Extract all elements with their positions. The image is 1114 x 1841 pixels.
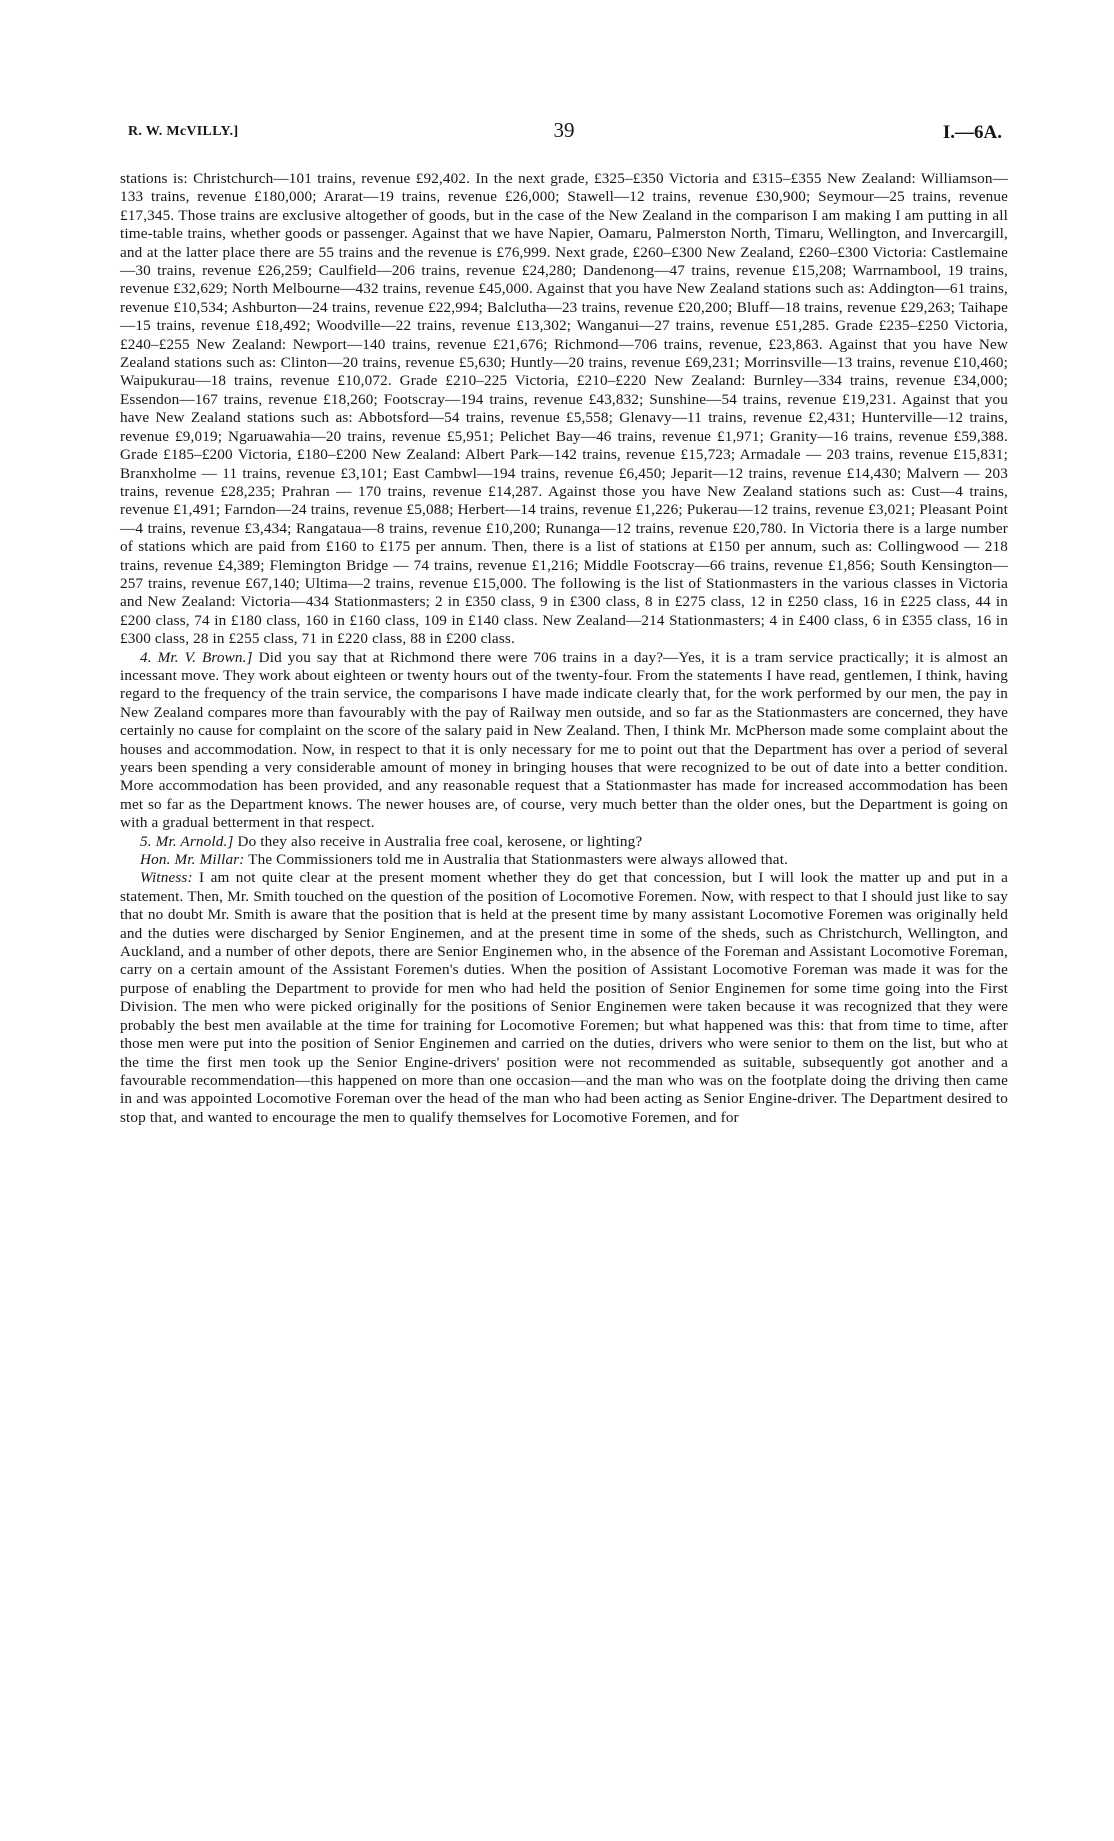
page-number: 39 <box>553 118 575 142</box>
document-reference: I.—6A. <box>942 122 1002 143</box>
paragraph-text: The Commissioners told me in Australia that Stationmasters were always allowed that. <box>244 851 789 869</box>
paragraph-4 <box>120 851 1008 869</box>
paragraph-3 <box>120 833 1008 851</box>
speaker-label: Hon. Mr. Millar: <box>140 851 245 869</box>
speaker-label: 4. Mr. V. Brown.] <box>140 648 253 666</box>
speaker-label: 5. Mr. Arnold.] <box>140 832 234 850</box>
paragraph-text: stations is: Christchurch—101 trains, revenue £92,402. In the next grade, £325–£350 Victoria and £315–£355 New Zealand: Williamson—133 trains, revenue £180,000; Ararat—19 trains, revenue £26,000; Stawell—12 trains, revenue £30,900; Seymour—25 trains, revenue £17,345. Those trains are exclusive altogether of goods, but in the case of the New Zealand in the comparison I am making I am putting in all time-table trains, whether goods or passenger. Against that we have Napier, Oamaru, Palmerston North, Timaru, Wellington, and Invercargill, and at the latter place there are 55 trains and the revenue is £76,999. Next grade, £260–£300 New Zealand, £260–£300 Victoria: Castlemaine—30 trains, revenue £26,259; Caulfield—206 trains, revenue £24,280; Dandenong—47 trains, revenue £15,208; Warrnambool, 19 trains, revenue £32,629; North Melbourne—432 trains, revenue £45,000. Against that you have New Zealand stations such as: Addington—61 trains, revenue £10,534; Ashburton—24 trains, revenue £22,994; Balclutha—23 trains, revenue £20,200; Bluff—18 trains, revenue £29,263; Taihape—15 trains, revenue £18,492; Woodville—22 trains, revenue £13,302; Wanganui—27 trains, revenue £51,285. Grade £235–£250 Victoria, £240–£255 New Zealand: Newport—140 trains, revenue £21,676; Richmond—706 trains, revenue, £23,863. Against that you have New Zealand stations such as: Clinton—20 trains, revenue £5,630; Huntly—20 trains, revenue £69,231; Morrinsville—13 trains, revenue £10,460; Waipukurau—18 trains, revenue £10,072. Grade £210–225 Victoria, £210–£220 New Zealand: Burnley—334 trains, revenue £34,000; Essendon—167 trains, revenue £18,260; Footscray—194 trains, revenue £43,832; Sunshine—54 trains, revenue £19,231. Against that you have New Zealand stations such as: Abbotsford—54 trains, revenue £5,558; Glenavy—11 trains, revenue £2,431; Hunterville—12 trains, revenue £9,019; Ngaruawahia—20 trains, revenue £5,951; Pelichet Bay—46 trains, revenue £1,971; Granity—16 trains, revenue £59,388. Grade £185–£200 Victoria, £180–£200 New Zealand: Albert Park—142 trains, revenue £15,723; Armadale — 203 trains, revenue £15,831; Branxholme — 11 trains, revenue £3,101; East Cambwl—194 trains, revenue £6,450; Jeparit—12 trains, revenue £14,430; Malvern — 203 trains, revenue £28,235; Prahran — 170 trains, revenue £14,287. Against those you have New Zealand stations such as: Cust—4 trains, revenue £1,491; Farndon—24 trains, revenue £5,088; Herbert—14 trains, revenue £1,226; Pukerau—12 trains, revenue £3,021; Pleasant Point—4 trains, revenue £3,434; Rangataua—8 trains, revenue £10,200; Runanga—12 trains, revenue £20,780. In Victoria there is a large number of stations which are paid from £160 to £175 per annum. Then, there is a list of stations at £150 per annum, such as: Collingwood — 218 trains, revenue £4,389; Flemington Bridge — 74 trains, revenue £1,216; Middle Footscray—66 trains, revenue £1,856; South Kensington—257 trains, revenue £67,140; Ultima—2 trains, revenue £15,000. The following is the list of Stationmasters in the various classes in Victoria and New Zealand: Victoria—434 Stationmasters; 2 in £350 class, 9 in £300 class, 8 in £275 class, 12 in £250 class, 16 in £225 class, 44 in £200 class, 74 in £180 class, 160 in £160 class, 109 in £140 class. New Zealand—214 Stationmasters; 4 in £400 class, 6 in £355 class, 16 in £300 class, 28 in £255 class, 71 in £220 class, 88 in £200 class. <box>120 170 1008 648</box>
speaker-label: Witness: <box>140 869 193 887</box>
paragraph-text: I am not quite clear at the present moment whether they do get that concession, but I will look the matter up and put in a statement. Then, Mr. Smith touched on the question of the position of Locomotive Foremen. Now, with respect to that I should just like to say that no doubt Mr. Smith is aware that the position that is held at the present time by many assistant Locomotive Foremen was originally held and the duties were discharged by Senior Enginemen, and at the present time in some of the sheds, such as Christchurch, Wellington, and Auckland, and a number of other depots, there are Senior Enginemen who, in the absence of the Foreman and Assistant Locomotive Foreman, carry on a certain amount of the Assistant Foremen's duties. When the position of Assistant Locomotive Foreman was made it was for the purpose of enabling the Department to provide for men who had held the position of Senior Enginemen for some time going into the First Division. The men who were picked originally for the positions of Senior Enginemen were taken because it was recognized that they were probably the best men available at the time for training for Locomotive Foremen; but what happened was this: that from time to time, after those men were put into the position of Senior Enginemen and carried on the duties, drivers who were senior to them on the list, but who at the time the first men took up the Senior Engine-drivers' position were not recommended as suitable, subsequently got another and a favourable recommendation—this happened on more than one occasion—and the man who was on the footplate doing the driving then came in and was appointed Locomotive Foreman over the head of the man who had been acting as Senior Engine-driver. The Department desired to stop that, and wanted to encourage the men to qualify themselves for Locomotive Foremen, and for <box>120 869 1008 1126</box>
body-text <box>120 170 1008 1127</box>
document-page <box>120 118 1008 1127</box>
paragraph-text: Do they also receive in Australia free coal, kerosene, or lighting? <box>233 832 643 850</box>
paragraph-5 <box>120 869 1008 1127</box>
paragraph-1 <box>120 170 1008 649</box>
paragraph-text: Did you say that at Richmond there were 706 trains in a day?—Yes, it is a tram service practically; it is almost an incessant move. They work about eighteen or twenty hours out of the twenty-four. From the statements I have read, gentlemen, I think, having regard to the frequency of the train service, the comparisons I have made indicate clearly that, for the work performed by our men, the pay in New Zealand compares more than favourably with the pay of Railway men outside, and so far as the Stationmasters are concerned, they have certainly no cause for complaint on the score of the salary paid in New Zealand. Then, I think Mr. McPherson made some complaint about the houses and accommodation. Now, in respect to that it is only necessary for me to point out that the Department has over a period of several years been spending a very considerable amount of money in bringing houses that were recognized to be out of date into a better condition. More accommodation has been provided, and any reasonable request that a Stationmaster has made for increased accommodation has been met so far as the Department knows. The newer houses are, of course, very much better than the older ones, but the Department is going on with a gradual betterment in that respect. <box>120 648 1008 832</box>
paragraph-2 <box>120 649 1008 833</box>
page-header <box>120 118 1008 148</box>
header-author: R. W. McVILLY.] <box>128 124 239 139</box>
